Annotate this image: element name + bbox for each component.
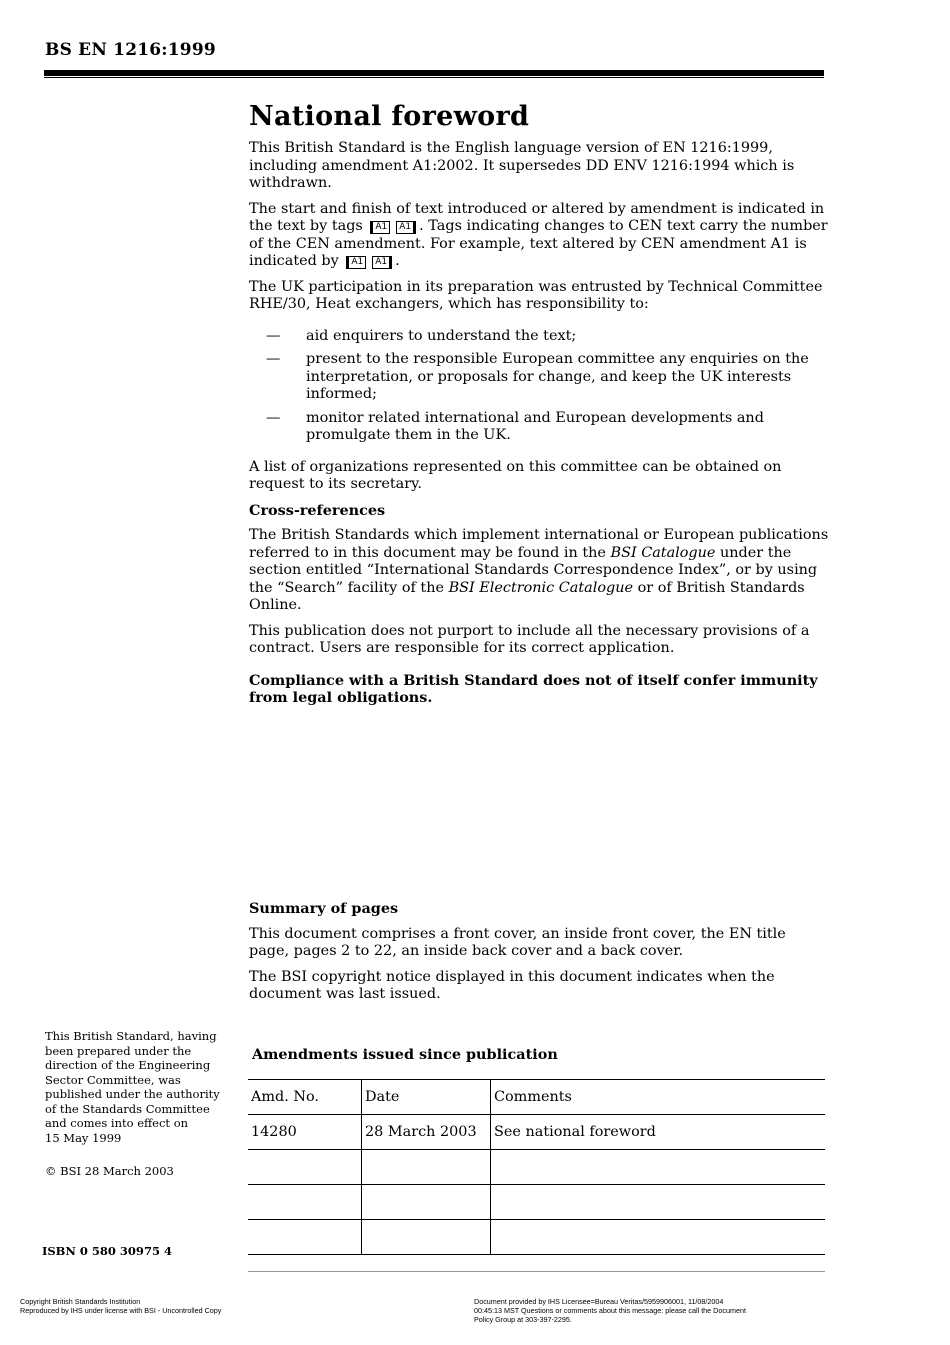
publication-sidebar xyxy=(45,1029,235,1145)
provisions-paragraph: This publication does not purport to include all the necessary provisions of a contract. Users are responsible for its correct application. xyxy=(249,622,810,656)
sidebar-line: been prepared under the xyxy=(45,1043,192,1058)
committee-list-paragraph: A list of organizations represented on this committee can be obtained on request to its secretary. xyxy=(249,458,782,492)
cross-references-paragraph xyxy=(249,527,829,615)
bsi-electronic-catalogue-ref: BSI Electronic Catalogue xyxy=(448,579,633,596)
dash-bullet: — xyxy=(266,409,281,426)
sidebar-line: direction of the Engineering xyxy=(45,1058,211,1072)
footer-line: Policy Group at 303-397-2295. xyxy=(474,1315,572,1324)
isbn: ISBN 0 580 30975 4 xyxy=(42,1244,172,1258)
footer-line: Copyright British Standards Institution xyxy=(20,1297,141,1306)
table-cell xyxy=(491,1220,826,1255)
footer-line: Reproduced by IHS under license with BSI - Uncontrolled Copy xyxy=(20,1306,222,1315)
footer-divider xyxy=(248,1271,825,1272)
duties-list xyxy=(249,328,829,445)
footer-license-notice xyxy=(474,1297,794,1324)
table-cell: 28 March 2003 xyxy=(362,1115,491,1150)
footer-copyright xyxy=(20,1297,221,1315)
table-row xyxy=(248,1115,825,1150)
table-row xyxy=(248,1150,825,1185)
list-item xyxy=(249,351,829,404)
sidebar-line: published under the authority xyxy=(45,1087,220,1101)
uk-participation-paragraph: The UK participation in its preparation was entrusted by Technical Committee RHE/30, Heat exchangers, which has responsibility to: xyxy=(249,278,823,312)
table-header-row xyxy=(248,1080,825,1115)
bsi-catalogue-ref: BSI Catalogue xyxy=(610,544,716,561)
sidebar-line: This British Standard, having xyxy=(45,1029,217,1043)
column-header: Amd. No. xyxy=(248,1080,362,1115)
footer-line: Document provided by IHS Licensee=Bureau Veritas/5959906001, 11/08/2004 xyxy=(474,1297,724,1306)
copyright-notice-paragraph: The BSI copyright notice displayed in this document indicates when the document was last issued. xyxy=(249,968,775,1002)
tags-text-c: . xyxy=(395,253,400,269)
column-header: Date xyxy=(362,1080,491,1115)
amendment-tags-paragraph xyxy=(249,201,829,271)
sidebar-line: Sector Committee, was xyxy=(45,1072,181,1087)
table-row xyxy=(248,1185,825,1220)
crossref-text-1: The British Standards which implement international or European publications referred to in this document may be found in the xyxy=(249,527,829,561)
tags-text-a: The start and finish of text introduced or altered by amendment is indicated in the text by tags xyxy=(249,200,825,234)
list-item xyxy=(249,328,829,346)
standard-code-header: BS EN 1216:1999 xyxy=(45,40,216,60)
intro-paragraph: This British Standard is the English language version of EN 1216:1999, including amendment A1:2002. It supersedes DD ENV 1216:1994 which is withdrawn. xyxy=(249,140,795,191)
dash-bullet: — xyxy=(266,351,281,367)
amendments-table xyxy=(248,1079,825,1255)
sidebar-line: 15 May 1999 xyxy=(45,1130,122,1145)
sidebar-line: and comes into effect on xyxy=(45,1116,189,1130)
crossref-text-3: or of British Standards Online. xyxy=(249,579,805,613)
column-header: Comments xyxy=(491,1080,826,1115)
table-cell: See national foreword xyxy=(491,1115,826,1150)
dash-bullet: — xyxy=(266,327,281,344)
amendment-close-tag-icon: A1 xyxy=(372,256,392,269)
table-cell xyxy=(491,1150,826,1185)
compliance-statement: Compliance with a British Standard does not of itself confer immunity from legal obligations. xyxy=(249,671,818,706)
amendment-open-tag-icon: A1 xyxy=(346,256,366,269)
sidebar-line: of the Standards Committee xyxy=(45,1101,210,1116)
table-cell xyxy=(248,1150,362,1185)
table-row xyxy=(248,1220,825,1255)
cross-references-heading: Cross-references xyxy=(249,501,386,519)
header-rule-thin xyxy=(44,77,824,78)
footer-line: 00:45:13 MST Questions or comments about this message: please call the Document xyxy=(474,1306,746,1315)
foreword-body xyxy=(249,140,829,715)
table-cell xyxy=(362,1220,491,1255)
amendments-title: Amendments issued since publication xyxy=(252,1046,558,1063)
table-cell: 14280 xyxy=(248,1115,362,1150)
list-item-text: monitor related international and European developments and promulgate them in the UK. xyxy=(306,409,764,443)
page-title: National foreword xyxy=(249,101,530,132)
header-rule-thick xyxy=(44,70,824,76)
table-cell xyxy=(362,1150,491,1185)
amendment-close-tag-icon: A1 xyxy=(396,221,416,234)
tags-text-b: . Tags indicating changes to CEN text carry the number of the CEN amendment. For example, text altered by CEN amendment A1 is indicated by xyxy=(249,218,828,269)
amendment-open-tag-icon: A1 xyxy=(370,221,390,234)
table-cell xyxy=(248,1185,362,1220)
list-item-text: present to the responsible European committee any enquiries on the interpretation, or proposals for change, and keep the UK interests informed; xyxy=(306,351,809,402)
summary-paragraph: This document comprises a front cover, an inside front cover, the EN title page, pages 2 to 22, an inside back cover and a back cover. xyxy=(249,925,786,959)
summary-of-pages xyxy=(249,900,829,1012)
table-cell xyxy=(362,1185,491,1220)
table-cell xyxy=(248,1220,362,1255)
bsi-copyright: © BSI 28 March 2003 xyxy=(45,1164,174,1178)
list-item-text: aid enquirers to understand the text; xyxy=(306,327,577,344)
table-cell xyxy=(491,1185,826,1220)
crossref-text-2: under the section entitled “International Standards Correspondence Index”, or by using the “Search” facility of the xyxy=(249,544,818,596)
summary-heading: Summary of pages xyxy=(249,900,399,917)
list-item xyxy=(249,410,829,445)
